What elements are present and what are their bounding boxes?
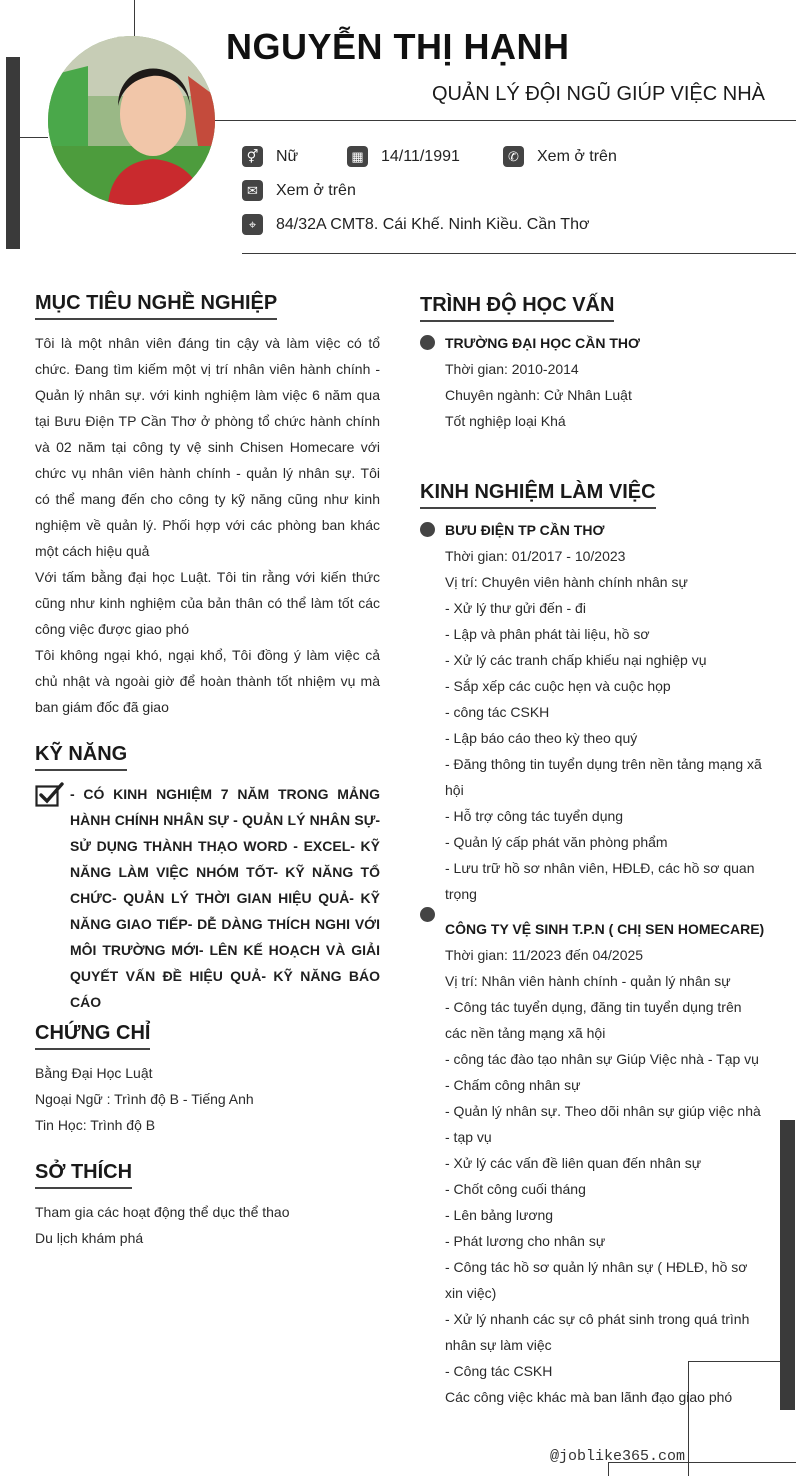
hobbies-list — [35, 1199, 290, 1251]
objective-title: MỤC TIÊU NGHỀ NGHIỆP — [35, 292, 277, 320]
contact-phone — [503, 146, 617, 167]
list-item: - Chấm công nhân sự — [445, 1077, 581, 1093]
skills-title: KỸ NĂNG — [35, 743, 127, 771]
header-divider — [215, 120, 796, 121]
objective-section — [35, 292, 277, 320]
avatar — [48, 36, 215, 205]
list-item: Thời gian: 2010-2014 — [445, 361, 579, 377]
company-name: CÔNG TY VỆ SINH T.P.N ( CHỊ SEN HOMECARE) — [445, 921, 765, 937]
contact-divider — [242, 253, 796, 254]
list-item: - Công tác tuyển dụng, đăng tin tuyển dụng trên các nền tảng mạng xã hội — [445, 999, 742, 1041]
skills-section — [35, 743, 127, 771]
job-entry — [445, 916, 765, 1410]
checkbox-icon — [35, 782, 65, 813]
list-item: - công tác đào tạo nhân sự Giúp Việc nhà - Tạp vụ — [445, 1051, 759, 1067]
list-item: Chuyên ngành: Cử Nhân Luật — [445, 387, 632, 403]
list-item: Ngoại Ngữ : Trình độ B - Tiếng Anh — [35, 1091, 254, 1107]
list-item: - Hỗ trợ công tác tuyển dụng — [445, 808, 624, 824]
decor-line — [134, 0, 135, 40]
list-item: - Sắp xếp các cuộc hẹn và cuộc họp — [445, 678, 671, 694]
list-item: - Phát lương cho nhân sự — [445, 1233, 606, 1249]
calendar-icon: ▦ — [347, 146, 368, 167]
contact-address — [242, 214, 589, 235]
hobbies-section — [35, 1161, 132, 1189]
list-item: - Lưu trữ hồ sơ nhân viên, HĐLĐ, các hồ sơ quan trọng — [445, 860, 755, 902]
phone-icon: ✆ — [503, 146, 524, 167]
address-value: 84/32A CMT8. Cái Khế. Ninh Kiều. Cần Thơ — [276, 215, 590, 233]
job-entry — [445, 517, 765, 907]
list-item: - Quản lý cấp phát văn phòng phẩm — [445, 834, 668, 850]
email-value: Xem ở trên — [276, 181, 356, 199]
list-item: - Xử lý các vấn đề liên quan đến nhân sự — [445, 1155, 702, 1171]
list-item: Các công việc khác mà ban lãnh đạo giao phó — [445, 1389, 733, 1405]
education-section — [420, 294, 614, 322]
list-item: - Xử lý thư gửi đến - đi — [445, 600, 586, 616]
list-item: Tin Học: Trình độ B — [35, 1117, 156, 1133]
list-item: - Chốt công cuối tháng — [445, 1181, 586, 1197]
certificates-title: CHỨNG CHỈ — [35, 1022, 150, 1050]
list-item: Tham gia các hoạt động thể dục thể thao — [35, 1204, 290, 1220]
list-item: Vị trí: Chuyên viên hành chính nhân sự — [445, 574, 688, 590]
list-item: - Lên bảng lương — [445, 1207, 554, 1223]
education-title: TRÌNH ĐỘ HỌC VẤN — [420, 294, 614, 322]
birthday-value: 14/11/1991 — [381, 147, 460, 165]
list-item: Thời gian: 11/2023 đến 04/2025 — [445, 947, 644, 963]
bullet-dot — [420, 907, 435, 922]
contact-birthday — [347, 146, 460, 167]
list-item: Vị trí: Nhân viên hành chính - quản lý nhân sự — [445, 973, 731, 989]
experience-title: KINH NGHIỆM LÀM VIỆC — [420, 481, 656, 509]
decor-bar-left — [6, 57, 20, 249]
decor-line — [20, 137, 48, 138]
job-title: QUẢN LÝ ĐỘI NGŨ GIÚP VIỆC NHÀ — [431, 83, 765, 105]
list-item: - Quản lý nhân sự. Theo dõi nhân sự giúp việc nhà - tạp vụ — [445, 1103, 761, 1145]
certificates-section — [35, 1022, 150, 1050]
objective-paragraph: Tôi không ngại khó, ngại khổ, Tôi đồng ý làm việc cả chủ nhật và ngoài giờ để hoàn thành tốt nhiệm vụ mà ban giám đốc đã giao — [35, 647, 380, 715]
company-name: BƯU ĐIỆN TP CẦN THƠ — [445, 522, 605, 538]
objective-paragraph: Tôi là một nhân viên đáng tin cậy và làm việc có tổ chức. Đang tìm kiếm một vị trí nhân viên hành chính - Quản lý nhân sự. với kinh nghiệm làm việc 6 năm qua tại Bưu Điện TP Cần Thơ ở phòng tổ chức hành chính và 02 năm tại công ty vệ sinh Chisen Homecare với chức vụ nhân viên hành chính - quản lý nhân sự. Tôi có thể mang đến cho công ty kỹ năng cũng như kinh nghiệm về quản lý. Phối hợp với các phòng ban khác một cách hiệu quả — [35, 335, 380, 559]
objective-text — [35, 330, 380, 720]
bullet-dot — [420, 522, 435, 537]
candidate-name: NGUYỄN THỊ HẠNH — [226, 26, 570, 67]
list-item: - Đăng thông tin tuyển dụng trên nền tảng mạng xã hội — [445, 756, 762, 798]
education-entry — [445, 330, 765, 434]
bullet-dot — [420, 335, 435, 350]
contact-email — [242, 180, 356, 201]
list-item: - Xử lý các tranh chấp khiếu nại nghiệp vụ — [445, 652, 707, 668]
list-item: Bằng Đại Học Luật — [35, 1065, 153, 1081]
avatar-photo — [48, 36, 215, 205]
certificates-list — [35, 1060, 254, 1138]
list-item: - Công tác CSKH — [445, 1363, 553, 1379]
skills-text: - CÓ KINH NGHIỆM 7 NĂM TRONG MẢNG HÀNH CHÍNH NHÂN SỰ - QUẢN LÝ NHÂN SỰ- SỬ DỤNG THÀNH THẠO WORD - EXCEL- KỸ NĂNG LÀM VIỆC NHÓM TỐT- KỸ NĂNG TỔ CHỨC- QUẢN LÝ THỜI GIAN HIỆU QUẢ- KỸ NĂNG GIAO TIẾP- DỄ DÀNG THÍCH NGHI VỚI MÔI TRƯỜNG MỚI- LÊN KẾ HOẠCH VÀ GIẢI QUYẾT VẤN ĐỀ HIỆU QUẢ- KỸ NĂNG BÁO CÁO — [70, 786, 380, 1010]
list-item: - Lập và phân phát tài liệu, hồ sơ — [445, 626, 650, 642]
list-item: Du lịch khám phá — [35, 1230, 144, 1246]
decor-bar-right — [780, 1120, 795, 1410]
school-name: TRƯỜNG ĐẠI HỌC CẦN THƠ — [445, 335, 640, 351]
watermark: @joblike365.com — [550, 1448, 686, 1465]
list-item: - Xử lý nhanh các sự cô phát sinh trong quá trình nhân sự làm việc — [445, 1311, 750, 1353]
list-item: Tốt nghiệp loại Khá — [445, 413, 566, 429]
hobbies-title: SỞ THÍCH — [35, 1161, 132, 1189]
email-icon: ✉ — [242, 180, 263, 201]
list-item: - công tác CSKH — [445, 704, 550, 720]
phone-value: Xem ở trên — [537, 147, 617, 165]
objective-paragraph: Với tấm bằng đại học Luật. Tôi tin rằng với kiến thức cũng như kinh nghiệm của bản thân có thể làm tốt các công việc được giao phó — [35, 569, 380, 637]
location-icon: ⌖ — [242, 214, 263, 235]
list-item: - Lập báo cáo theo kỳ theo quý — [445, 730, 638, 746]
gender-value: Nữ — [276, 147, 299, 165]
list-item: Thời gian: 01/2017 - 10/2023 — [445, 548, 626, 564]
experience-section — [420, 481, 656, 509]
gender-icon: ⚥ — [242, 146, 263, 167]
list-item: - Công tác hồ sơ quản lý nhân sự ( HĐLĐ, hồ sơ xin việc) — [445, 1259, 748, 1301]
contact-gender — [242, 146, 298, 167]
